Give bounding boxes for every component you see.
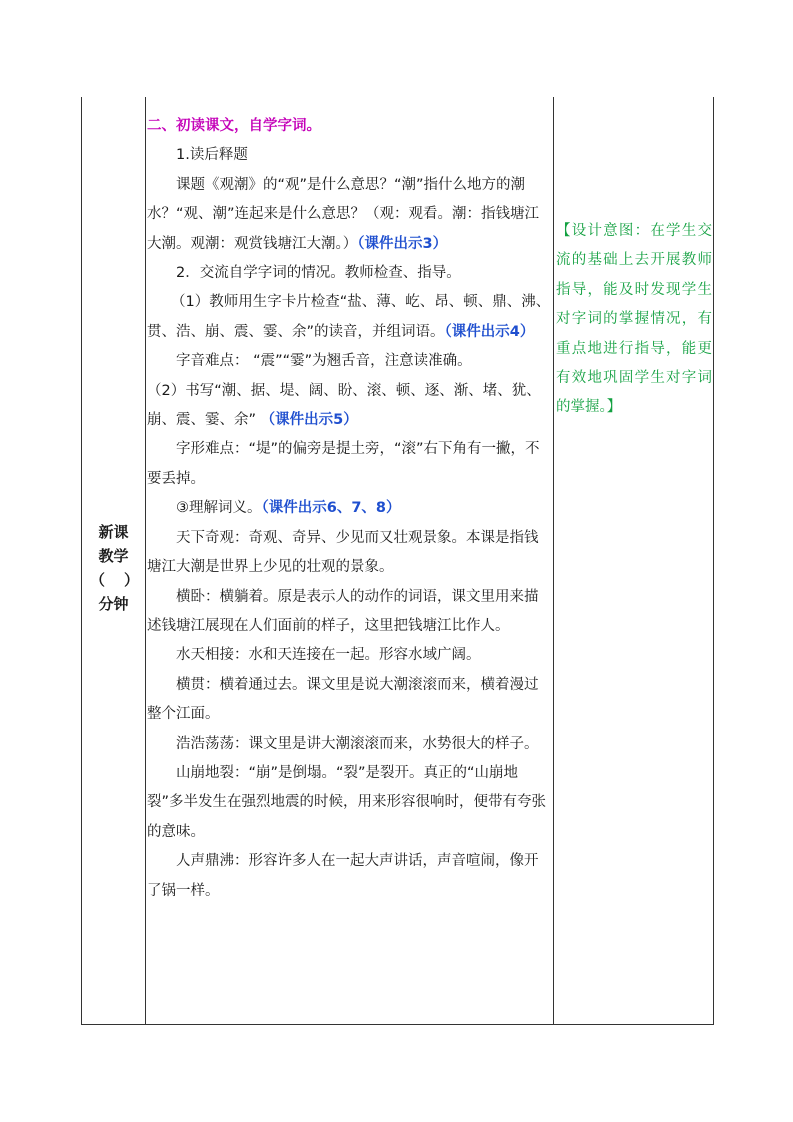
design-intent-text: 【设计意图：在学生交流的基础上去开展教师指导，能及时发现学生对字词的掌握情况，有重点地进行指导，能更有效地巩固学生对字词的掌握。】 <box>556 223 712 416</box>
table-divider-2 <box>553 97 554 1025</box>
definition-2: 横卧：横躺着。原是表示人的动作的词语，课文里用来描述钱塘江展现在人们面前的样子，这里把钱塘江比作人。 <box>147 588 539 634</box>
item1-ref: （课件出示3） <box>357 235 448 252</box>
table-divider-1 <box>145 97 146 1025</box>
definition-7: 人声鼎沸：形容许多人在一起大声讲话，声音喧闹，像开了锅一样。 <box>147 853 539 899</box>
definition-5: 浩浩荡荡：课文里是讲大潮滚滚而来，水势很大的样子。 <box>176 735 539 752</box>
table-right-border <box>713 97 714 1025</box>
paren-close: ） <box>123 571 139 589</box>
paren-open: （ <box>90 571 106 589</box>
label-line-1: 新课 <box>98 523 129 541</box>
definition-1: 天下奇观：奇观、奇异、少见而又壮观景象。本课是指钱塘江大潮是世界上少见的壮观的景象。 <box>147 529 539 576</box>
sub2-text: （2）书写“潮、据、堤、阔、盼、滚、顿、逐、渐、堵、犹、崩、震、霎、余” <box>147 382 541 429</box>
item2-title: 2．交流自学字词的情况。教师检查、指导。 <box>176 265 461 282</box>
definition-3: 水天相接：水和天连接在一起。形容水域广阔。 <box>176 647 481 664</box>
item1-paragraph <box>147 171 552 259</box>
sub2-ref: （课件出示5） <box>260 412 358 429</box>
sub1-paragraph <box>147 288 552 347</box>
sub3-ref: （课件出示6、7、8） <box>261 500 401 517</box>
label-line-2: 教学 <box>98 547 129 565</box>
sub2-paragraph <box>147 377 552 436</box>
section-label-cell <box>82 520 145 616</box>
label-line-4: 分钟 <box>98 595 129 613</box>
item1-title: 1.读后释题 <box>176 147 248 164</box>
section-heading: 二、初读课文，自学字词。 <box>147 118 321 134</box>
sub1-text: （1）教师用生字卡片检查“盐、薄、屹、昂、顿、鼎、沸、贯、浩、崩、震、霎、余”的读音，并组词语。 <box>147 294 551 340</box>
sub3-text: ③理解词义。 <box>176 500 262 517</box>
definition-6: 山崩地裂：“崩”是倒塌。“裂”是裂开。真正的“山崩地裂”多半发生在强烈地震的时候，用来形容很响时，便带有夸张的意味。 <box>147 764 547 840</box>
pronunciation-note: 字音难点： “震”“霎”为翘舌音，注意读准确。 <box>176 353 472 370</box>
shape-note: 字形难点：“堤”的偏旁是提土旁，“滚”右下角有一撇，不要丢掉。 <box>147 441 540 487</box>
label-minutes-paren <box>82 568 145 592</box>
sub3-paragraph <box>147 494 552 523</box>
definition-4: 横贯：横着通过去。课文里是说大潮滚滚而来，横着漫过整个江面。 <box>147 676 539 723</box>
table-bottom-border <box>81 1024 714 1025</box>
item1-text: 课题《观潮》的“观”是什么意思？“潮”指什么地方的潮水？“观、潮”连起来是什么意思？（观：观看。潮：指钱塘江大潮。观潮：观赏钱塘江大潮。） <box>147 176 540 252</box>
design-intent-cell <box>556 217 712 423</box>
sub1-ref: （课件出示4） <box>444 323 535 340</box>
main-content-cell <box>147 112 552 906</box>
